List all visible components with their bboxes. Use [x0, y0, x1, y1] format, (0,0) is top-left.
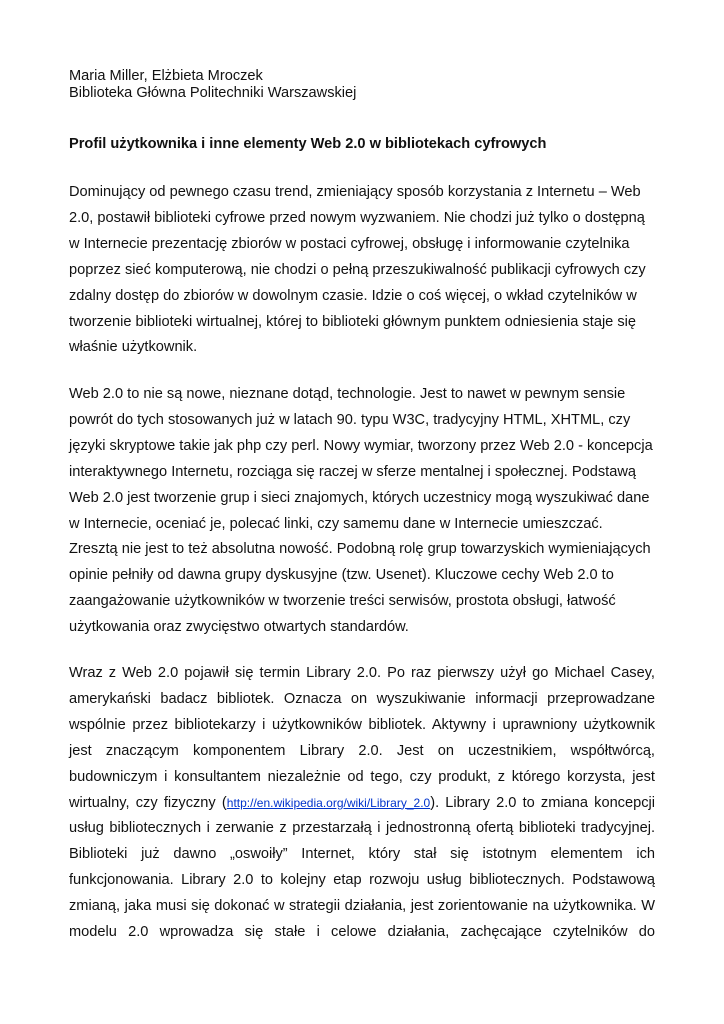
- paragraph-line: Web 2.0 jest tworzenie grup i sieci znajomych, których uczestnicy mogą wyszukiwać dane: [69, 489, 650, 506]
- paragraph-line: 2.0, postawił biblioteki cyfrowe przed nowym wyzwaniem. Nie chodzi już tylko o dostępną: [69, 209, 645, 226]
- paragraph-line: opinie pełniły od dawna grupy dyskusyjne (tzw. Usenet). Kluczowe cechy Web 2.0 to: [69, 567, 614, 584]
- paragraph-line: Zresztą nie jest to też absolutna nowość. Podobną rolę grup towarzyskich wymieniających: [69, 541, 651, 558]
- paragraph-line: zdalny dostęp do zbiorów w dowolnym czasie. Idzie o coś więcej, o wkład czytelników w: [69, 287, 637, 304]
- paragraph-line-with-link: [69, 791, 655, 817]
- paragraph-line: budowniczym i konsultantem niezależnie od tego, czy produkt, z którego korzysta, jest: [69, 768, 655, 785]
- paragraph-line: interaktywnego Internetu, rozciąga się raczej w sferze mentalnej i społecznej. Podstawą: [69, 463, 637, 480]
- author-block: [69, 68, 356, 102]
- paragraph-line: poprzez sieć komputerową, nie chodzi o pełną przeszukiwalność publikacji cyfrowych czy: [69, 261, 646, 278]
- paragraph-line: tworzenie biblioteki wirtualnej, której to biblioteki głównym punktem odniesienia staje się: [69, 313, 637, 330]
- document-title: Profil użytkownika i inne elementy Web 2.0 w bibliotekach cyfrowych: [69, 136, 547, 152]
- paragraph-line: użytkowania oraz zwycięstwo otwartych standardów.: [69, 619, 409, 636]
- paragraph-line: w Internecie prezentację zbiorów w postaci cyfrowej, obsługę i informowanie czytelnika: [69, 235, 630, 252]
- link-line-after: ). Library 2.0 to zmiana koncepcji: [430, 794, 655, 811]
- paragraph-line: usług bibliotecznych i zerwanie z przestarzałą i jednostronną ofertą biblioteki tradycyjnej.: [69, 820, 655, 837]
- paragraph-line: zmianą, jaka musi się dokonać w strategii działania, jest zorientowanie na użytkownika. W: [69, 898, 655, 915]
- paragraph-line: Wraz z Web 2.0 pojawił się termin Library 2.0. Po raz pierwszy użył go Michael Casey,: [69, 665, 655, 681]
- author-names: Maria Miller, Elżbieta Mroczek: [69, 68, 263, 84]
- paragraph-line: języki skryptowe takie jak php czy perl. Nowy wymiar, tworzony przez Web 2.0 - koncepcja: [69, 437, 653, 454]
- paragraph-line: właśnie użytkownik.: [69, 339, 198, 356]
- paragraph-line: zaangażowanie użytkowników w tworzenie treści serwisów, prostota obsługi, łatwość: [69, 593, 616, 610]
- paragraph-2: [69, 382, 655, 641]
- author-affiliation: Biblioteka Główna Politechniki Warszawskiej: [69, 85, 357, 101]
- wikipedia-library-2-link[interactable]: http://en.wikipedia.org/wiki/Library_2.0: [226, 795, 431, 810]
- paragraph-line: Biblioteki już dawno „oswoiły” Internet, który stał się istotnym elementem ich: [69, 846, 655, 863]
- paragraph-line: Web 2.0 to nie są nowe, nieznane dotąd, technologie. Jest to nawet w pewnym sensie: [69, 386, 626, 402]
- paragraph-line: Dominujący od pewnego czasu trend, zmieniający sposób korzystania z Internetu – Web: [69, 184, 641, 200]
- link-line-before: wirtualny, czy fizyczny (: [69, 794, 227, 811]
- paragraph-line: powrót do tych stosowanych już w latach 90. typu W3C, tradycyjny HTML, XHTML, czy: [69, 411, 631, 428]
- paragraph-line: jest znaczącym komponentem Library 2.0. Jest on uczestnikiem, współtwórcą,: [69, 742, 655, 759]
- paragraph-line: w Internecie, oceniać je, polecać linki, czy samemu dane w Internecie umieszczać.: [69, 515, 603, 532]
- paragraph-line: funkcjonowania. Library 2.0 to kolejny etap rozwoju usług bibliotecznych. Podstawową: [69, 872, 655, 889]
- paragraph-line: modelu 2.0 wprowadza się stałe i celowe działania, zachęcające czytelników do: [69, 924, 655, 941]
- paragraph-3: [69, 661, 655, 946]
- paragraph-line: amerykański badacz bibliotek. Oznacza on wyszukiwanie informacji przeprowadzane: [69, 690, 655, 707]
- paragraph-1: [69, 180, 655, 361]
- paragraph-line: wspólnie przez bibliotekarzy i użytkowników bibliotek. Aktywny i uprawniony użytkownik: [69, 716, 655, 733]
